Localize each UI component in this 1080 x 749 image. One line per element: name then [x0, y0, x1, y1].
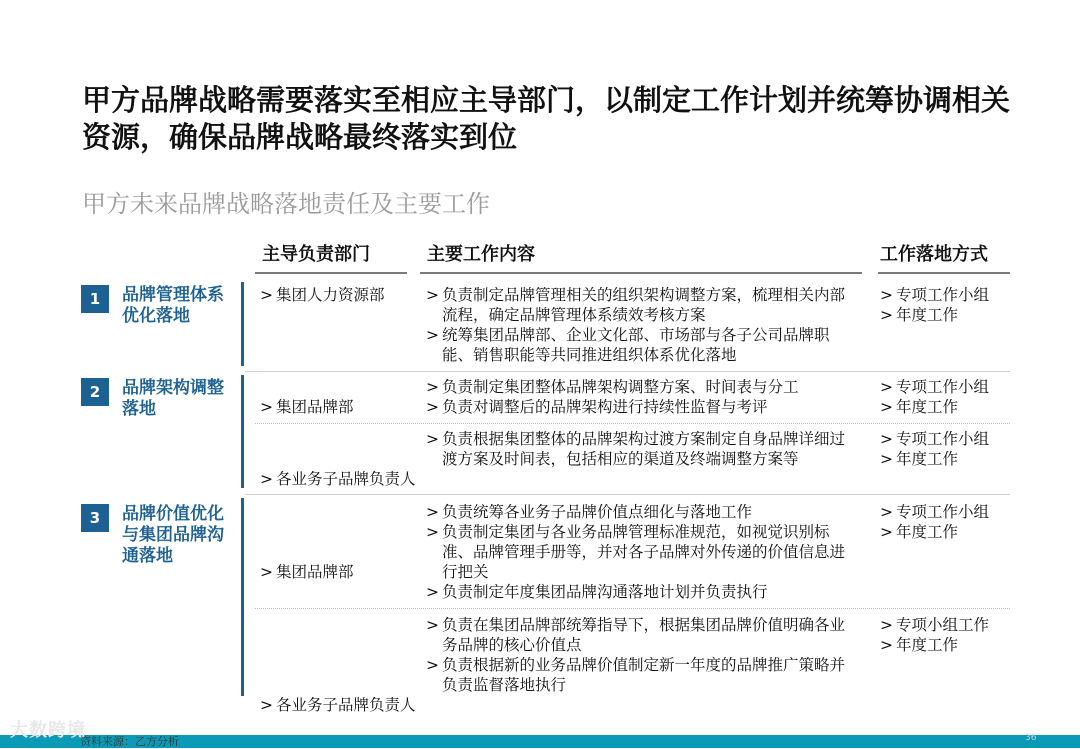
method-item: > 专项工作小组	[880, 502, 1020, 522]
work-item: > 统筹集团品牌部、企业文化部、市场部与各子公司品牌职能、销售职能等共同推进组织体系优化落地	[426, 325, 856, 365]
header-dept: 主导负责部门	[262, 244, 370, 265]
work-item: > 负责制定集团整体品牌架构调整方案、时间表与分工	[426, 377, 856, 397]
work-cell	[426, 502, 856, 602]
work-cell	[426, 615, 856, 695]
method-item: > 年度工作	[880, 305, 1020, 325]
work-item: > 负责制定年度集团品牌沟通落地计划并负责执行	[426, 582, 856, 602]
dept-cell: > 集团品牌部	[260, 562, 426, 582]
work-item: > 负责根据新的业务品牌价值制定新一年度的品牌推广策略并负责监督落地执行	[426, 655, 856, 695]
header-method: 工作落地方式	[880, 244, 988, 265]
group-separator	[245, 494, 1010, 495]
dept-cell: > 各业务子品牌负责人	[260, 695, 426, 715]
method-item: > 年度工作	[880, 397, 1020, 417]
row-separator	[255, 608, 1010, 609]
header-work: 主要工作内容	[427, 244, 535, 265]
method-item: > 专项工作小组	[880, 377, 1020, 397]
work-item: > 负责在集团品牌部统筹指导下，根据集团品牌价值明确各业务品牌的核心价值点	[426, 615, 856, 655]
watermark: 大数跨境	[10, 720, 86, 741]
method-cell	[880, 502, 1020, 542]
group-separator	[245, 371, 1010, 372]
work-item: > 负责制定集团与各业务品牌管理标准规范，如视觉识别标准、品牌管理手册等，并对各子品牌对外传递的价值信息进行把关	[426, 522, 856, 582]
dept-cell: > 各业务子品牌负责人	[260, 469, 426, 489]
header-rule-work	[420, 272, 862, 274]
method-item: > 专项工作小组	[880, 285, 1020, 305]
dept-cell: > 集团人力资源部	[260, 285, 426, 305]
group-number-badge: 1	[81, 285, 109, 313]
group-area-label: 品牌价值优化与集团品牌沟通落地	[122, 504, 224, 566]
method-cell	[880, 285, 1020, 325]
group-accent-bar	[241, 282, 244, 366]
page-title: 甲方品牌战略需要落实至相应主导部门，以制定工作计划并统筹协调相关资源，确保品牌战略最终落实到位	[82, 83, 1011, 154]
method-cell	[880, 429, 1020, 469]
method-item: > 年度工作	[880, 449, 1020, 469]
method-item: > 年度工作	[880, 635, 1020, 655]
method-item: > 年度工作	[880, 522, 1020, 542]
work-cell	[426, 285, 856, 365]
work-item: > 负责对调整后的品牌架构进行持续性监督与考评	[426, 397, 856, 417]
method-cell	[880, 615, 1020, 655]
method-item: > 专项工作小组	[880, 429, 1020, 449]
group-number-badge: 3	[81, 504, 109, 532]
work-item: > 负责统筹各业务子品牌价值点细化与落地工作	[426, 502, 856, 522]
group-accent-bar	[241, 498, 244, 696]
source-note: 资料来源：乙方分析	[80, 735, 179, 748]
header-rule-method	[878, 272, 1010, 274]
method-cell	[880, 377, 1020, 417]
work-cell	[426, 377, 856, 417]
group-area-label: 品牌架构调整落地	[122, 378, 224, 419]
work-cell	[426, 429, 856, 469]
method-item: > 专项小组工作	[880, 615, 1020, 635]
group-accent-bar	[241, 375, 244, 488]
header-rule-dept	[255, 272, 407, 274]
group-area-label: 品牌管理体系优化落地	[122, 285, 224, 326]
row-separator	[255, 423, 1010, 424]
work-item: > 负责根据集团整体的品牌架构过渡方案制定自身品牌详细过渡方案及时间表，包括相应的渠道及终端调整方案等	[426, 429, 856, 469]
dept-cell: > 集团品牌部	[260, 397, 426, 417]
page-number: 36	[1025, 733, 1037, 743]
work-item: > 负责制定品牌管理相关的组织架构调整方案，梳理相关内部流程，确定品牌管理体系绩效考核方案	[426, 285, 856, 325]
page-subtitle: 甲方未来品牌战略落地责任及主要工作	[82, 190, 490, 218]
group-number-badge: 2	[81, 378, 109, 406]
